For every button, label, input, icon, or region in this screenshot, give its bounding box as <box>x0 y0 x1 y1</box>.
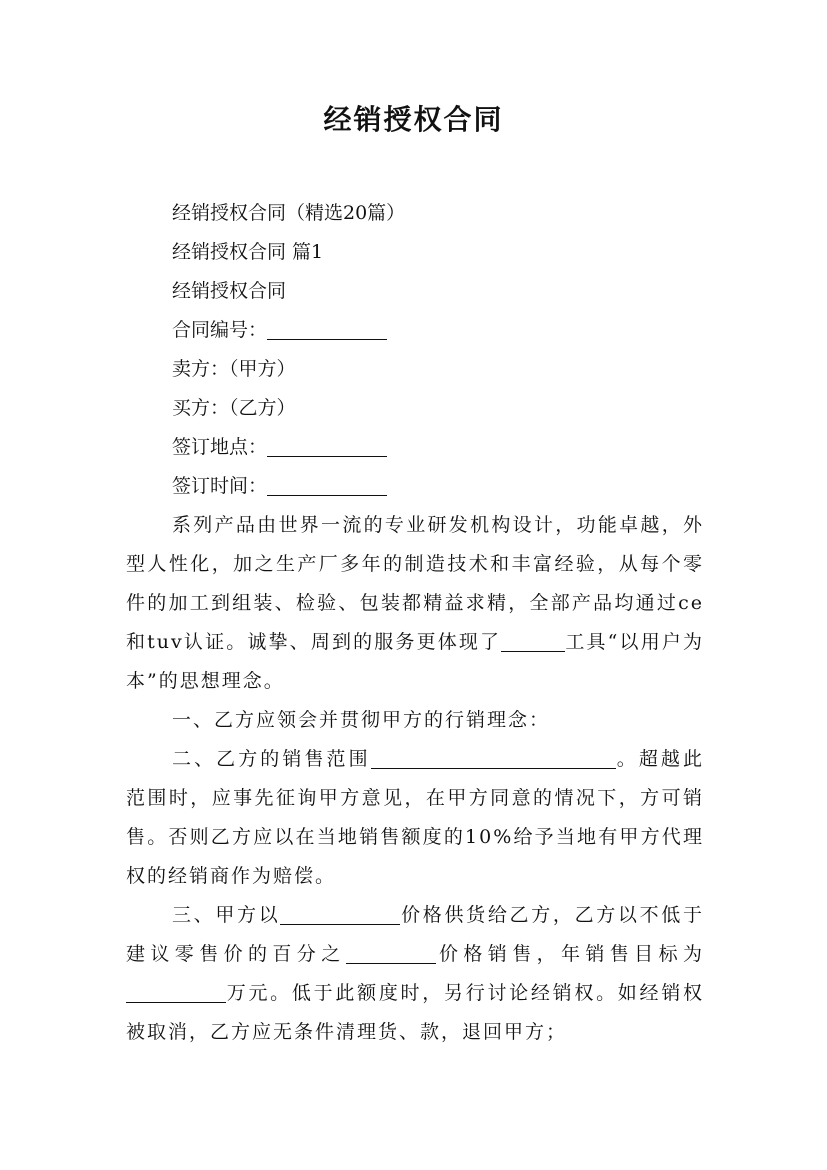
sign-time-line <box>126 467 704 506</box>
buyer-line: 买方：（乙方） <box>172 397 296 419</box>
intro-text-b: 工具“以用户为本”的思想理念。 <box>126 631 705 692</box>
clause-3-text-b: 价格供货给乙方，乙方以不低于建议零售价的百分之 <box>126 904 704 965</box>
clause-2-text-a: 二、乙方的销售范围 <box>172 748 371 770</box>
seller-line: 卖方：（甲方） <box>172 358 296 380</box>
clause-2 <box>126 740 704 896</box>
sales-target-blank <box>126 983 226 1003</box>
supply-price-blank <box>280 905 400 925</box>
clause-3-text-a: 三、甲方以 <box>172 904 281 926</box>
document-body <box>126 194 704 1052</box>
contract-number-label: 合同编号： <box>172 319 268 341</box>
intro-text-a: 系列产品由世界一流的专业研发机构设计，功能卓越，外型人性化，加之生产厂多年的制造技术和丰富经验，从每个零件的加工到组装、检验、包装都精益求精，全部产品均通过ce和tuv认证。诚挚、周到的服务更体现了 <box>126 514 704 653</box>
clause-3 <box>126 896 704 1052</box>
sales-scope-blank <box>371 749 616 769</box>
contract-number-line <box>126 311 704 350</box>
clause-1: 一、乙方应领会并贯彻甲方的行销理念： <box>172 709 551 731</box>
clause-3-text-c: 价格销售，年销售目标为 <box>435 943 704 965</box>
contract-number-blank <box>267 320 387 340</box>
clause-3-text-d: 万元。低于此额度时，另行讨论经销权。如经销权被取消，乙方应无条件清理货、款，退回甲方； <box>126 982 704 1043</box>
document-title: 经销授权合同 <box>323 103 504 136</box>
section-line: 经销授权合同 篇1 <box>172 241 324 263</box>
sign-place-blank <box>267 437 387 457</box>
heading-line: 经销授权合同 <box>172 280 287 302</box>
subtitle-line: 经销授权合同（精选20篇） <box>172 202 406 224</box>
intro-paragraph <box>126 506 704 701</box>
intro-blank <box>501 632 565 652</box>
sign-place-label: 签订地点： <box>172 436 268 458</box>
sign-time-blank <box>267 476 387 496</box>
percent-blank <box>346 944 436 964</box>
sign-place-line <box>126 428 704 467</box>
sign-time-label: 签订时间： <box>172 475 268 497</box>
clause-2-text-b: 。超越此范围时，应事先征询甲方意见，在甲方同意的情况下，方可销售。否则乙方应以在当地销售额度的10%给予当地有甲方代理权的经销商作为赔偿。 <box>126 748 704 887</box>
